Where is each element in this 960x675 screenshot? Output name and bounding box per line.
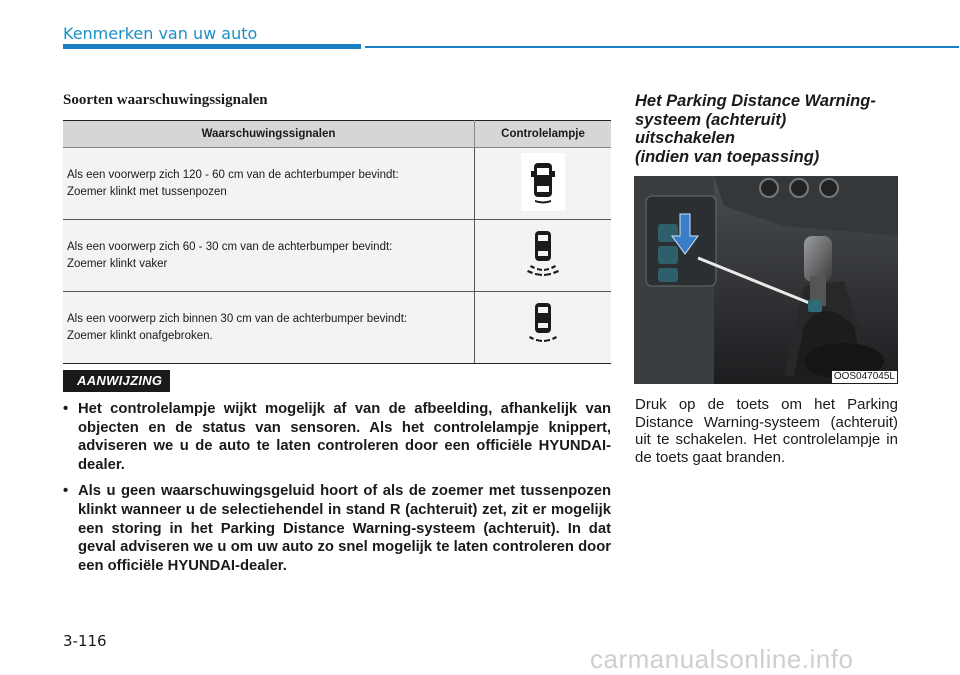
chapter-title: Kenmerken van uw auto [63, 24, 258, 43]
subsection-title-line: systeem (achteruit) [635, 110, 787, 129]
watermark: carmanualsonline.info [590, 644, 854, 674]
subsection-title-line: Het Parking Distance Warning- [635, 92, 876, 110]
subsection-title [635, 92, 935, 166]
console-photo [634, 176, 898, 384]
car-sensor-near-icon [521, 297, 565, 355]
header-rule [365, 46, 959, 48]
note-label: AANWIJZING [63, 370, 170, 392]
car-sensor-far-icon [521, 153, 565, 211]
car-sensor-mid-icon [521, 225, 565, 283]
signal-description [63, 292, 475, 364]
list-item: • Als u geen waarschuwingsgeluid hoort of als de zoemer met tussenpozen klinkt wanneer u de selectiehendel in stand R (achteruit) zet, zit er mogelijk een storing in het Parking Distance Warning-systeem (achteruit). In dat geval adviseren we u om uw auto zo snel mogelijk te laten controleren door een officiële HYUNDAI-dealer. [63, 482, 611, 575]
lamp-cell [475, 220, 612, 292]
signal-description [63, 148, 475, 220]
list-item: • Het controlelampje wijkt mogelijk af van de afbeelding, afhankelijk van objecten en de status van sensoren. Als het controlelampje knippert, adviseren we u de auto te laten controleren door een officiële HYUNDAI-dealer. [63, 400, 611, 474]
table-row [63, 148, 611, 220]
signal-description [63, 220, 475, 292]
table-row [63, 220, 611, 292]
instruction-text: Druk op de toets om het Parking Distance Warning-systeem (achteruit) uit te schakelen. Het controlelampje in de toets gaat branden. [635, 396, 898, 466]
signal-buzzer: Zoemer klinkt met tussenpozen [67, 185, 227, 198]
note-bullet-list [63, 400, 611, 583]
subsection-title-line: uitschakelen [635, 129, 735, 147]
subsection-title-line: (indien van toepassing) [635, 147, 820, 166]
table-row [63, 292, 611, 364]
signal-condition: Als een voorwerp zich binnen 30 cm van de achterbumper bevindt: [67, 312, 408, 325]
table-header-row [63, 121, 611, 148]
signal-buzzer: Zoemer klinkt onafgebroken. [67, 329, 213, 342]
signal-condition: Als een voorwerp zich 60 - 30 cm van de achterbumper bevindt: [67, 240, 393, 253]
warning-signals-table [63, 120, 611, 364]
signal-condition: Als een voorwerp zich 120 - 60 cm van de achterbumper bevindt: [67, 168, 399, 181]
column-header-signals: Waarschuwingssignalen [63, 121, 475, 148]
header-accent-bar [63, 44, 361, 49]
lamp-cell [475, 148, 612, 220]
image-code: OOS047045L [833, 371, 895, 382]
column-header-lamp: Controlelampje [475, 121, 612, 148]
signal-buzzer: Zoemer klinkt vaker [67, 257, 168, 270]
page-number: 3-116 [63, 632, 107, 650]
lamp-cell [475, 292, 612, 364]
section-title: Soorten waarschuwingssignalen [63, 92, 268, 108]
